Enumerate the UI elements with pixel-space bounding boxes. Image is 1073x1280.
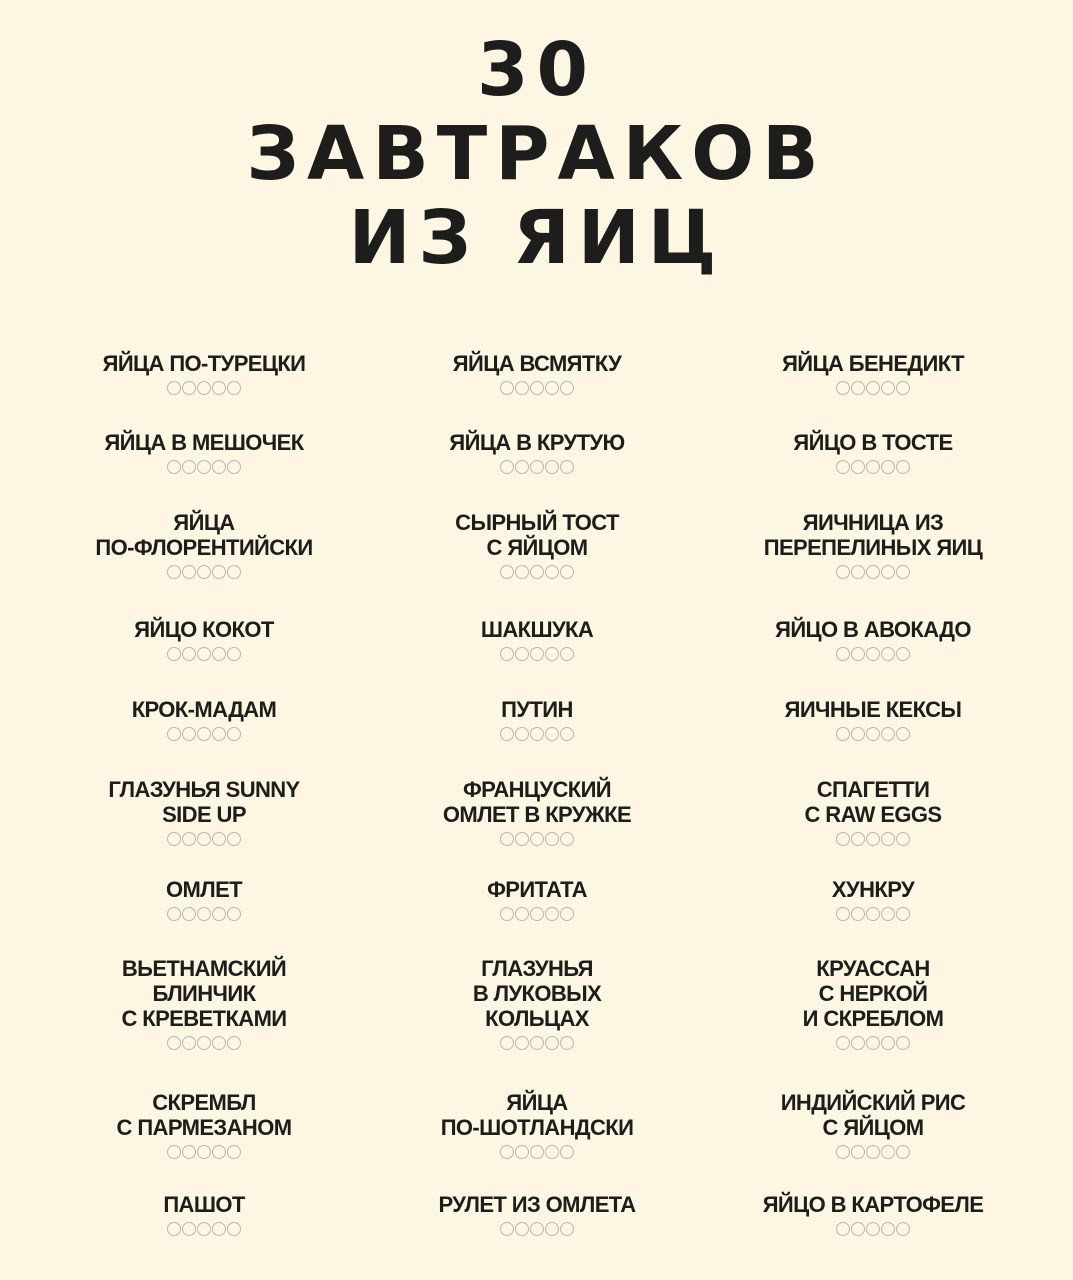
item-name xyxy=(34,697,374,722)
rating-circle[interactable] xyxy=(227,647,241,661)
rating-circle[interactable] xyxy=(515,1145,529,1159)
rating-circle[interactable] xyxy=(500,381,514,395)
item-name xyxy=(703,697,1043,722)
rating-circles[interactable] xyxy=(367,1220,707,1238)
rating-circle[interactable] xyxy=(866,832,880,846)
list-item xyxy=(703,430,1043,476)
rating-circle[interactable] xyxy=(530,565,544,579)
rating-circle[interactable] xyxy=(560,1145,574,1159)
item-name-line: ЯЙЦА xyxy=(173,510,235,535)
rating-circle[interactable] xyxy=(836,1222,850,1236)
item-name xyxy=(367,617,707,642)
rating-circle[interactable] xyxy=(530,727,544,741)
rating-circle[interactable] xyxy=(560,460,574,474)
list-item xyxy=(367,1192,707,1238)
item-name-line: ЯЙЦА В МЕШОЧЕК xyxy=(104,430,304,455)
list-item xyxy=(34,510,374,581)
rating-circle[interactable] xyxy=(560,381,574,395)
item-name xyxy=(367,351,707,376)
rating-circle[interactable] xyxy=(560,1222,574,1236)
rating-circle[interactable] xyxy=(836,907,850,921)
rating-circle[interactable] xyxy=(167,1222,181,1236)
rating-circles[interactable] xyxy=(34,905,374,923)
rating-circle[interactable] xyxy=(515,727,529,741)
rating-circles[interactable] xyxy=(703,1143,1043,1161)
list-item xyxy=(367,956,707,1052)
list-item xyxy=(367,617,707,663)
rating-circle[interactable] xyxy=(515,1036,529,1050)
list-item xyxy=(367,430,707,476)
item-name xyxy=(34,351,374,376)
rating-circle[interactable] xyxy=(167,565,181,579)
rating-circle[interactable] xyxy=(167,1036,181,1050)
rating-circle[interactable] xyxy=(500,1222,514,1236)
rating-circle[interactable] xyxy=(530,460,544,474)
item-name-line: ПО-ШОТЛАНДСКИ xyxy=(440,1115,634,1140)
rating-circles[interactable] xyxy=(367,458,707,476)
item-name-line: РУЛЕТ ИЗ ОМЛЕТА xyxy=(438,1192,636,1217)
item-name-line: ЯЙЦО В АВОКАДО xyxy=(775,617,971,642)
rating-circle[interactable] xyxy=(227,832,241,846)
rating-circle[interactable] xyxy=(212,647,226,661)
item-name xyxy=(703,1090,1043,1140)
rating-circle[interactable] xyxy=(182,1145,196,1159)
rating-circle[interactable] xyxy=(896,565,910,579)
rating-circle[interactable] xyxy=(866,565,880,579)
rating-circle[interactable] xyxy=(227,727,241,741)
item-name-line: БЛИНЧИК xyxy=(152,981,256,1006)
rating-circles[interactable] xyxy=(703,1034,1043,1052)
item-name-line: ЯИЧНЫЕ КЕКСЫ xyxy=(784,697,962,722)
rating-circles[interactable] xyxy=(367,905,707,923)
rating-circle[interactable] xyxy=(500,907,514,921)
rating-circles[interactable] xyxy=(34,1034,374,1052)
rating-circle[interactable] xyxy=(530,907,544,921)
rating-circle[interactable] xyxy=(212,907,226,921)
rating-circle[interactable] xyxy=(197,381,211,395)
rating-circle[interactable] xyxy=(851,565,865,579)
rating-circle[interactable] xyxy=(836,1036,850,1050)
rating-circle[interactable] xyxy=(560,832,574,846)
item-name-line: ЯЙЦО КОКОТ xyxy=(134,617,274,642)
list-item xyxy=(703,777,1043,848)
item-name-line: ПУТИН xyxy=(501,697,573,722)
rating-circle[interactable] xyxy=(851,381,865,395)
rating-circle[interactable] xyxy=(545,907,559,921)
rating-circles[interactable] xyxy=(703,905,1043,923)
rating-circle[interactable] xyxy=(182,381,196,395)
item-name xyxy=(34,1192,374,1217)
item-name-line: КОЛЬЦАХ xyxy=(485,1006,589,1031)
item-name-line: СПАГЕТТИ xyxy=(816,777,930,802)
item-name xyxy=(367,697,707,722)
item-name xyxy=(367,777,707,827)
list-item xyxy=(703,956,1043,1052)
rating-circle[interactable] xyxy=(197,460,211,474)
rating-circle[interactable] xyxy=(212,565,226,579)
rating-circle[interactable] xyxy=(881,1145,895,1159)
rating-circle[interactable] xyxy=(227,1145,241,1159)
item-name xyxy=(367,956,707,1031)
rating-circle[interactable] xyxy=(197,647,211,661)
list-item xyxy=(367,510,707,581)
item-name-line: С RAW EGGS xyxy=(804,802,942,827)
rating-circles[interactable] xyxy=(34,1220,374,1238)
item-name xyxy=(34,510,374,560)
rating-circle[interactable] xyxy=(530,832,544,846)
rating-circle[interactable] xyxy=(167,647,181,661)
list-item xyxy=(703,1090,1043,1161)
item-name-line: С НЕРКОЙ xyxy=(818,981,928,1006)
item-name xyxy=(367,510,707,560)
rating-circle[interactable] xyxy=(212,1036,226,1050)
list-item xyxy=(703,617,1043,663)
rating-circle[interactable] xyxy=(182,832,196,846)
rating-circle[interactable] xyxy=(896,832,910,846)
rating-circle[interactable] xyxy=(836,647,850,661)
list-item xyxy=(367,877,707,923)
rating-circle[interactable] xyxy=(227,381,241,395)
rating-circle[interactable] xyxy=(212,381,226,395)
rating-circle[interactable] xyxy=(182,565,196,579)
rating-circle[interactable] xyxy=(227,460,241,474)
item-name xyxy=(703,1192,1043,1217)
item-name xyxy=(703,777,1043,827)
rating-circles[interactable] xyxy=(367,645,707,663)
rating-circle[interactable] xyxy=(197,832,211,846)
rating-circles[interactable] xyxy=(34,645,374,663)
item-name xyxy=(703,430,1043,455)
rating-circle[interactable] xyxy=(545,381,559,395)
rating-circle[interactable] xyxy=(500,647,514,661)
rating-circle[interactable] xyxy=(515,460,529,474)
rating-circle[interactable] xyxy=(500,565,514,579)
rating-circle[interactable] xyxy=(836,565,850,579)
rating-circle[interactable] xyxy=(197,727,211,741)
rating-circle[interactable] xyxy=(560,647,574,661)
item-name xyxy=(703,877,1043,902)
rating-circle[interactable] xyxy=(881,565,895,579)
rating-circle[interactable] xyxy=(530,1222,544,1236)
rating-circle[interactable] xyxy=(227,1222,241,1236)
rating-circle[interactable] xyxy=(560,565,574,579)
rating-circle[interactable] xyxy=(851,1222,865,1236)
item-name-line: ПАШОТ xyxy=(163,1192,245,1217)
rating-circles[interactable] xyxy=(703,379,1043,397)
rating-circle[interactable] xyxy=(182,907,196,921)
item-name-line: СЫРНЫЙ ТОСТ xyxy=(455,510,619,535)
rating-circle[interactable] xyxy=(182,460,196,474)
item-name-line: И СКРЕБЛОМ xyxy=(802,1006,944,1031)
rating-circle[interactable] xyxy=(896,1222,910,1236)
rating-circle[interactable] xyxy=(515,647,529,661)
rating-circle[interactable] xyxy=(500,1145,514,1159)
rating-circle[interactable] xyxy=(515,381,529,395)
title-line-1: 30 xyxy=(477,27,596,113)
rating-circle[interactable] xyxy=(851,460,865,474)
rating-circle[interactable] xyxy=(896,381,910,395)
rating-circles[interactable] xyxy=(703,645,1043,663)
rating-circles[interactable] xyxy=(367,1034,707,1052)
rating-circle[interactable] xyxy=(851,907,865,921)
rating-circle[interactable] xyxy=(167,907,181,921)
list-item xyxy=(367,697,707,743)
rating-circle[interactable] xyxy=(545,647,559,661)
rating-circles[interactable] xyxy=(367,830,707,848)
item-name-line: В ЛУКОВЫХ xyxy=(472,981,602,1006)
item-name-line: КРУАССАН xyxy=(816,956,930,981)
rating-circle[interactable] xyxy=(182,1222,196,1236)
rating-circles[interactable] xyxy=(703,458,1043,476)
list-item xyxy=(367,351,707,397)
rating-circle[interactable] xyxy=(545,727,559,741)
item-name-line: ОМЛЕТ В КРУЖКЕ xyxy=(442,802,632,827)
rating-circle[interactable] xyxy=(500,1036,514,1050)
rating-circle[interactable] xyxy=(530,381,544,395)
item-name-line: SIDE UP xyxy=(162,802,246,827)
rating-circle[interactable] xyxy=(530,1036,544,1050)
item-name xyxy=(367,1090,707,1140)
rating-circles[interactable] xyxy=(34,379,374,397)
rating-circle[interactable] xyxy=(896,727,910,741)
item-name-line: ЯЙЦА БЕНЕДИКТ xyxy=(782,351,964,376)
list-item xyxy=(34,351,374,397)
rating-circle[interactable] xyxy=(515,832,529,846)
item-name-line: ЯЙЦА xyxy=(506,1090,568,1115)
item-name-line: ФРАНЦУСКИЙ xyxy=(463,777,611,802)
rating-circle[interactable] xyxy=(851,1145,865,1159)
rating-circle[interactable] xyxy=(881,647,895,661)
rating-circle[interactable] xyxy=(227,907,241,921)
rating-circle[interactable] xyxy=(866,1145,880,1159)
rating-circle[interactable] xyxy=(212,832,226,846)
rating-circle[interactable] xyxy=(866,727,880,741)
rating-circle[interactable] xyxy=(866,907,880,921)
rating-circle[interactable] xyxy=(212,1222,226,1236)
list-item xyxy=(34,1192,374,1238)
item-name xyxy=(34,956,374,1031)
rating-circle[interactable] xyxy=(545,565,559,579)
item-name-line: ГЛАЗУНЬЯ SUNNY xyxy=(108,777,300,802)
rating-circle[interactable] xyxy=(545,1222,559,1236)
rating-circle[interactable] xyxy=(515,565,529,579)
item-name-line: ЯЙЦА В КРУТУЮ xyxy=(449,430,625,455)
rating-circle[interactable] xyxy=(896,907,910,921)
rating-circle[interactable] xyxy=(515,907,529,921)
rating-circles[interactable] xyxy=(703,725,1043,743)
item-name xyxy=(34,877,374,902)
item-name-line: ЯЙЦА ПО-ТУРЕЦКИ xyxy=(102,351,306,376)
rating-circle[interactable] xyxy=(500,460,514,474)
item-name-line: С ПАРМЕЗАНОМ xyxy=(116,1115,292,1140)
item-name-line: ПЕРЕПЕЛИНЫХ ЯИЦ xyxy=(763,535,983,560)
item-name-line: ВЬЕТНАМСКИЙ xyxy=(121,956,287,981)
rating-circle[interactable] xyxy=(851,832,865,846)
list-item xyxy=(34,697,374,743)
item-name-line: ХУНКРУ xyxy=(831,877,915,902)
rating-circle[interactable] xyxy=(227,565,241,579)
rating-circle[interactable] xyxy=(197,907,211,921)
item-name xyxy=(34,1090,374,1140)
rating-circles[interactable] xyxy=(34,563,374,581)
rating-circles[interactable] xyxy=(34,725,374,743)
item-name-line: ФРИТАТА xyxy=(487,877,587,902)
item-name-line: ШАКШУКА xyxy=(480,617,594,642)
rating-circle[interactable] xyxy=(836,727,850,741)
rating-circle[interactable] xyxy=(167,832,181,846)
rating-circle[interactable] xyxy=(545,460,559,474)
rating-circle[interactable] xyxy=(197,1036,211,1050)
item-name xyxy=(703,617,1043,642)
rating-circle[interactable] xyxy=(545,1036,559,1050)
rating-circle[interactable] xyxy=(866,460,880,474)
rating-circle[interactable] xyxy=(866,381,880,395)
rating-circles[interactable] xyxy=(703,830,1043,848)
rating-circle[interactable] xyxy=(167,381,181,395)
rating-circle[interactable] xyxy=(851,727,865,741)
list-item xyxy=(703,1192,1043,1238)
rating-circle[interactable] xyxy=(881,1222,895,1236)
rating-circle[interactable] xyxy=(560,1036,574,1050)
item-name-line: ГЛАЗУНЬЯ xyxy=(481,956,593,981)
list-item xyxy=(703,697,1043,743)
rating-circle[interactable] xyxy=(530,647,544,661)
rating-circle[interactable] xyxy=(836,832,850,846)
list-item xyxy=(34,956,374,1052)
rating-circle[interactable] xyxy=(851,1036,865,1050)
rating-circle[interactable] xyxy=(167,1145,181,1159)
rating-circle[interactable] xyxy=(881,727,895,741)
item-name xyxy=(703,510,1043,560)
rating-circle[interactable] xyxy=(560,907,574,921)
rating-circle[interactable] xyxy=(836,460,850,474)
item-name-line: ИНДИЙСКИЙ РИС xyxy=(780,1090,966,1115)
rating-circle[interactable] xyxy=(896,1145,910,1159)
list-item xyxy=(34,877,374,923)
rating-circle[interactable] xyxy=(881,381,895,395)
rating-circle[interactable] xyxy=(515,1222,529,1236)
list-item xyxy=(34,430,374,476)
list-item xyxy=(703,877,1043,923)
rating-circle[interactable] xyxy=(881,832,895,846)
rating-circle[interactable] xyxy=(896,1036,910,1050)
item-name xyxy=(703,956,1043,1031)
rating-circles[interactable] xyxy=(34,830,374,848)
item-name xyxy=(367,877,707,902)
rating-circle[interactable] xyxy=(836,381,850,395)
rating-circle[interactable] xyxy=(167,460,181,474)
item-name xyxy=(367,430,707,455)
rating-circle[interactable] xyxy=(836,1145,850,1159)
rating-circle[interactable] xyxy=(227,1036,241,1050)
list-item xyxy=(367,1090,707,1161)
item-name-line: ЯЙЦО В ТОСТЕ xyxy=(793,430,953,455)
rating-circle[interactable] xyxy=(197,1222,211,1236)
item-name-line: ПО-ФЛОРЕНТИЙСКИ xyxy=(95,535,313,560)
rating-circles[interactable] xyxy=(367,725,707,743)
item-name xyxy=(367,1192,707,1217)
list-item xyxy=(34,777,374,848)
rating-circle[interactable] xyxy=(881,460,895,474)
list-item xyxy=(34,617,374,663)
rating-circles[interactable] xyxy=(34,1143,374,1161)
rating-circles[interactable] xyxy=(703,1220,1043,1238)
rating-circle[interactable] xyxy=(560,727,574,741)
rating-circle[interactable] xyxy=(197,1145,211,1159)
rating-circle[interactable] xyxy=(167,727,181,741)
rating-circle[interactable] xyxy=(545,1145,559,1159)
list-item xyxy=(34,1090,374,1161)
rating-circle[interactable] xyxy=(545,832,559,846)
rating-circles[interactable] xyxy=(367,379,707,397)
item-name xyxy=(703,351,1043,376)
rating-circle[interactable] xyxy=(881,907,895,921)
rating-circle[interactable] xyxy=(212,460,226,474)
item-name-line: КРОК-МАДАМ xyxy=(131,697,277,722)
rating-circle[interactable] xyxy=(851,647,865,661)
item-name-line: ЯЙЦА ВСМЯТКУ xyxy=(452,351,622,376)
rating-circle[interactable] xyxy=(212,1145,226,1159)
rating-circle[interactable] xyxy=(896,647,910,661)
list-item xyxy=(703,510,1043,581)
rating-circle[interactable] xyxy=(896,460,910,474)
rating-circles[interactable] xyxy=(367,563,707,581)
item-name-line: С ЯЙЦОМ xyxy=(486,535,588,560)
rating-circle[interactable] xyxy=(182,1036,196,1050)
title-line-2: ЗАВТРАКОВ xyxy=(246,111,827,197)
item-name-line: С КРЕВЕТКАМИ xyxy=(121,1006,287,1031)
item-name-line: ЯИЧНИЦА ИЗ xyxy=(802,510,944,535)
item-name xyxy=(34,430,374,455)
rating-circles[interactable] xyxy=(703,563,1043,581)
item-name xyxy=(34,777,374,827)
rating-circle[interactable] xyxy=(866,1222,880,1236)
item-name-line: ЯЙЦО В КАРТОФЕЛЕ xyxy=(762,1192,984,1217)
rating-circle[interactable] xyxy=(500,832,514,846)
rating-circle[interactable] xyxy=(197,565,211,579)
rating-circle[interactable] xyxy=(866,647,880,661)
rating-circle[interactable] xyxy=(866,1036,880,1050)
rating-circle[interactable] xyxy=(881,1036,895,1050)
rating-circle[interactable] xyxy=(182,647,196,661)
item-name-line: СКРЕМБЛ xyxy=(152,1090,256,1115)
list-item xyxy=(703,351,1043,397)
rating-circle[interactable] xyxy=(500,727,514,741)
rating-circle[interactable] xyxy=(212,727,226,741)
title-line-3: ИЗ ЯИЦ xyxy=(348,195,725,281)
item-name-line: ОМЛЕТ xyxy=(166,877,242,902)
rating-circle[interactable] xyxy=(182,727,196,741)
rating-circles[interactable] xyxy=(367,1143,707,1161)
rating-circles[interactable] xyxy=(34,458,374,476)
item-name-line: С ЯЙЦОМ xyxy=(822,1115,924,1140)
item-name xyxy=(34,617,374,642)
rating-circle[interactable] xyxy=(530,1145,544,1159)
list-item xyxy=(367,777,707,848)
